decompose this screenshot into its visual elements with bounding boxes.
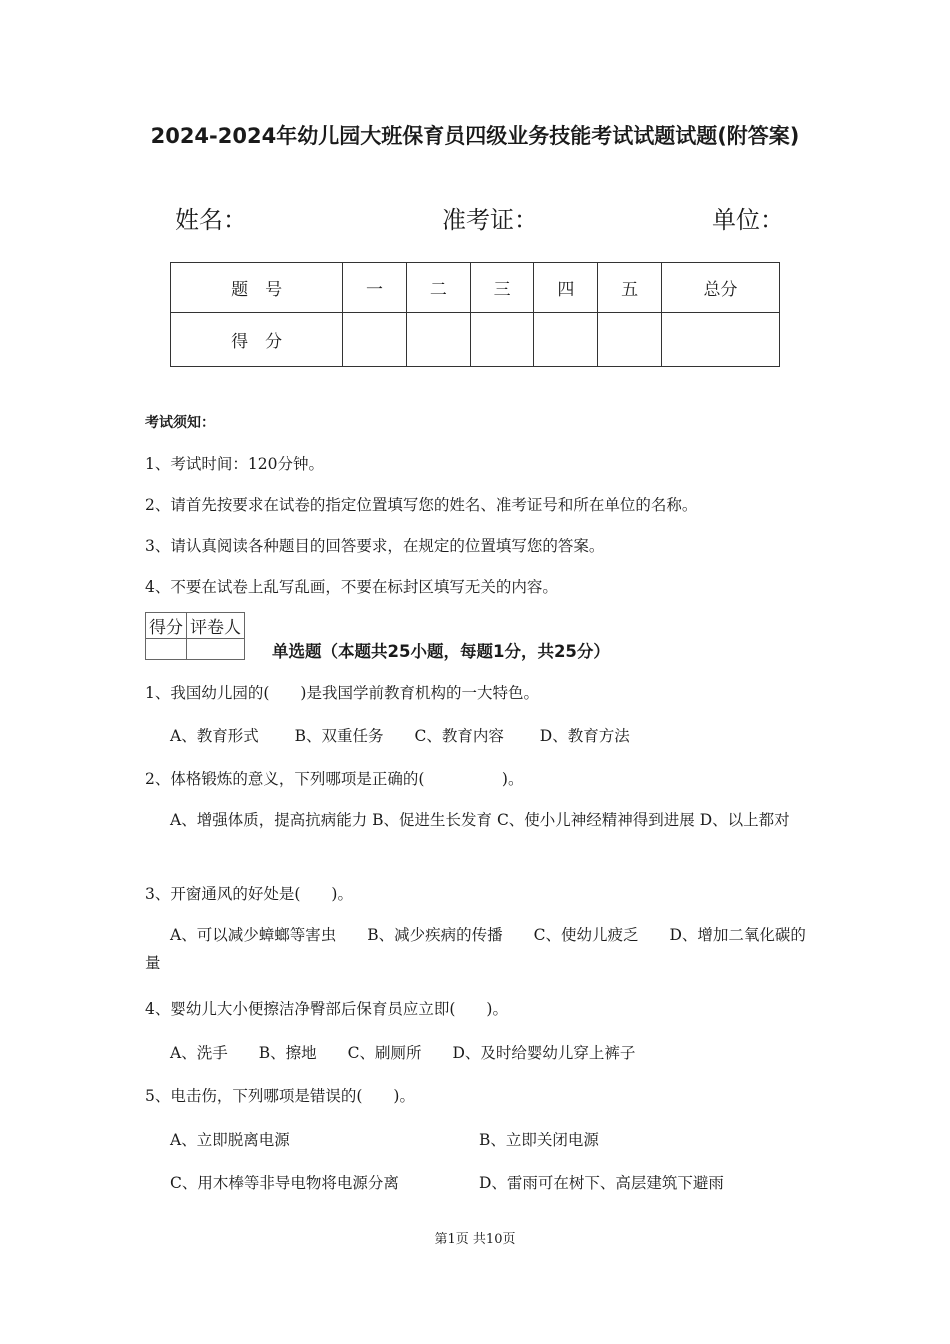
score-table-header: 一: [343, 263, 407, 313]
question-3: 3、开窗通风的好处是( )。: [145, 885, 353, 903]
score-table-header: 总分: [662, 263, 780, 313]
question-1: 1、我国幼儿园的( )是我国学前教育机构的一大特色。: [145, 684, 539, 702]
question-5-option-b: B、立即关闭电源: [479, 1131, 599, 1149]
question-5-option-d: D、雷雨可在树下、高层建筑下避雨: [479, 1174, 724, 1192]
question-3-options: A、可以减少蟑螂等害虫 B、减少疾病的传播 C、使幼儿疲乏 D、增加二氧化碳的量: [145, 926, 806, 972]
grader-score-cell[interactable]: [146, 639, 187, 660]
score-cell[interactable]: [343, 313, 407, 367]
name-label: 姓名：: [175, 206, 247, 234]
page-footer: 第1页 共10页: [434, 1232, 516, 1247]
unit-label: 单位：: [712, 206, 784, 234]
score-table: [170, 262, 780, 367]
question-5-option-c: C、用木棒等非导电物将电源分离: [170, 1174, 399, 1192]
question-2-options: A、增强体质，提高抗病能力 B、促进生长发育 C、使小儿神经精神得到进展 D、以上都对: [170, 811, 790, 829]
grader-reviewer-label: 评卷人: [187, 613, 245, 639]
notice-item: 2、请首先按要求在试卷的指定位置填写您的姓名、准考证号和所在单位的名称。: [145, 496, 698, 514]
score-row-label: 得 分: [171, 313, 343, 367]
grader-box: [145, 612, 245, 660]
score-table-header: 三: [470, 263, 534, 313]
score-cell[interactable]: [406, 313, 470, 367]
exam-number-label: 准考证：: [442, 206, 538, 234]
section-title: 单选题（本题共25小题，每题1分，共25分）: [272, 642, 610, 661]
score-table-header: 四: [534, 263, 598, 313]
grader-reviewer-cell[interactable]: [187, 639, 245, 660]
score-table-header: 题 号: [171, 263, 343, 313]
score-cell[interactable]: [470, 313, 534, 367]
question-1-options: A、教育形式 B、双重任务 C、教育内容 D、教育方法: [170, 727, 630, 745]
score-cell[interactable]: [598, 313, 662, 367]
notice-item: 4、不要在试卷上乱写乱画，不要在标封区填写无关的内容。: [145, 578, 558, 596]
document-title: 2024-2024年幼儿园大班保育员四级业务技能考试试题试题(附答案): [150, 124, 800, 148]
score-cell[interactable]: [534, 313, 598, 367]
question-2: 2、体格锻炼的意义，下列哪项是正确的( )。: [145, 770, 524, 788]
score-table-score-row: [171, 313, 780, 367]
question-5: 5、电击伤，下列哪项是错误的( )。: [145, 1087, 415, 1105]
grader-score-label: 得分: [146, 613, 187, 639]
score-table-header: 五: [598, 263, 662, 313]
score-table-header-row: [171, 263, 780, 313]
question-4-options: A、洗手 B、擦地 C、刷厕所 D、及时给婴幼儿穿上裤子: [170, 1044, 636, 1062]
question-5-option-a: A、立即脱离电源: [170, 1131, 290, 1149]
question-4: 4、婴幼儿大小便擦洁净臀部后保育员应立即( )。: [145, 1000, 508, 1018]
score-cell[interactable]: [662, 313, 780, 367]
score-table-header: 二: [406, 263, 470, 313]
notice-heading: 考试须知：: [145, 415, 215, 431]
notice-item: 1、考试时间：120分钟。: [145, 455, 324, 473]
notice-item: 3、请认真阅读各种题目的回答要求，在规定的位置填写您的答案。: [145, 537, 605, 555]
